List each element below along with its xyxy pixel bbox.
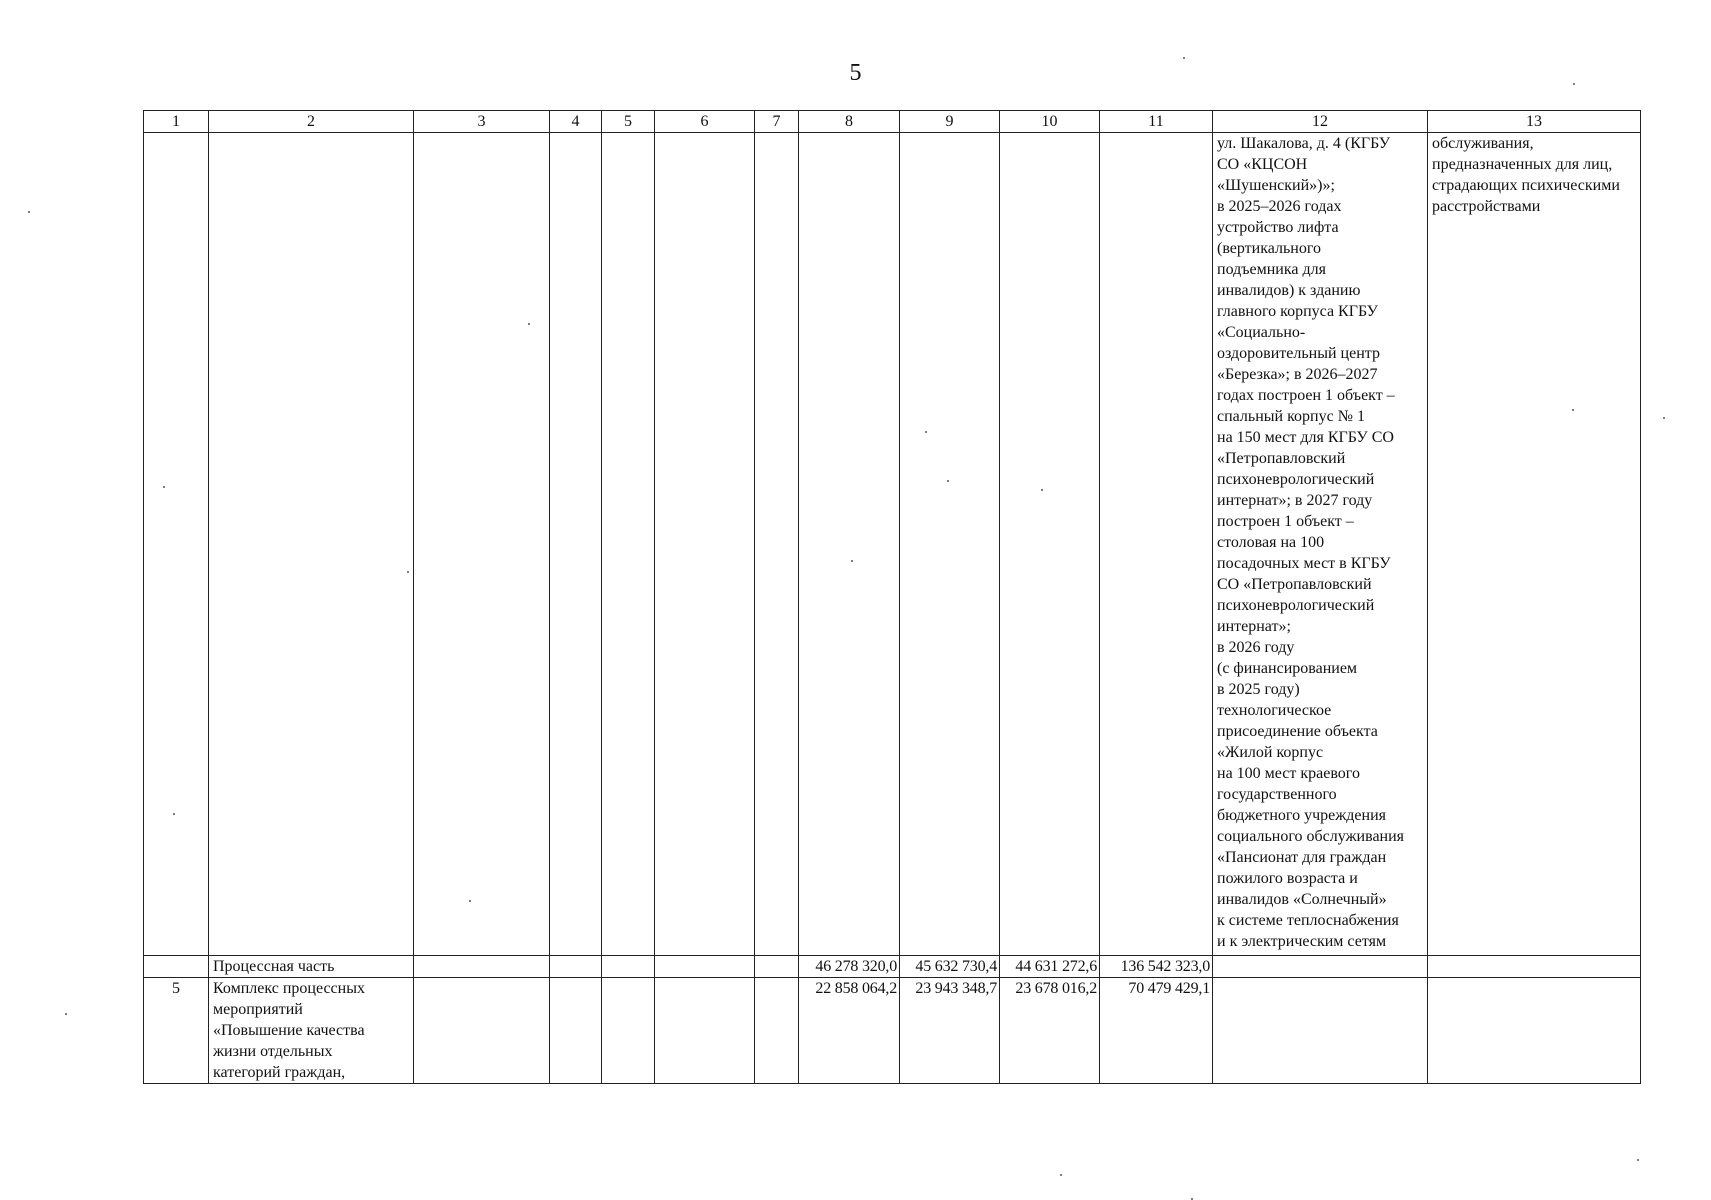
text-line: «Петропавловский [1217, 450, 1346, 467]
cell [414, 978, 550, 1084]
text-line: в 2025 году) [1217, 681, 1300, 698]
text-line: психоневрологический [1217, 471, 1375, 488]
text-line: мероприятий [213, 1001, 303, 1018]
cell [209, 133, 414, 956]
text-line: и к электрическим сетям [1217, 933, 1387, 950]
header-row [144, 111, 1641, 133]
text-line: в 2026 году [1217, 639, 1295, 656]
text-line: жизни отдельных [213, 1043, 333, 1060]
text-line: устройство лифта [1217, 219, 1339, 236]
text-line: подъемника для [1217, 261, 1326, 278]
cell [144, 133, 209, 956]
text-line: технологическое [1217, 702, 1332, 719]
scan-speck [28, 211, 30, 213]
text-line: интернат»; в 2027 году [1217, 492, 1373, 509]
text-line: государственного [1217, 786, 1337, 803]
lines [1217, 133, 1423, 952]
scan-speck [528, 323, 530, 325]
cell [799, 133, 900, 956]
text-line: обслуживания, [1432, 135, 1534, 152]
text-line: присоединение объекта [1217, 723, 1378, 740]
text-line: категорий граждан, [213, 1064, 346, 1081]
header-cell-1: 1 [144, 111, 209, 133]
cell [414, 133, 550, 956]
header-cell-10: 10 [1000, 111, 1100, 133]
page-number: 5 [849, 60, 862, 86]
text-line: социального обслуживания [1217, 828, 1405, 845]
text-line: Комплекс процессных [213, 980, 365, 997]
scan-speck [1060, 1174, 1062, 1176]
text-line: на 150 мест для КГБУ СО [1217, 429, 1394, 446]
scan-speck [1572, 409, 1574, 411]
text-line: психоневрологический [1217, 597, 1375, 614]
text-line: «Социально- [1217, 324, 1306, 341]
scan-speck [1663, 417, 1665, 419]
text-line: «Шушенский»)»; [1217, 177, 1335, 194]
text-line: (с финансированием [1217, 660, 1358, 677]
text-line: на 100 мест краевого [1217, 765, 1360, 782]
scan-speck [163, 486, 165, 488]
amount-2025: 46 278 320,0 [799, 956, 900, 978]
amount-2025: 22 858 064,2 [799, 978, 900, 1084]
text-line: бюджетного учреждения [1217, 807, 1387, 824]
cell [655, 978, 755, 1084]
header-cell-7: 7 [755, 111, 799, 133]
cell [1428, 978, 1641, 1084]
text-line: пожилого возраста и [1217, 870, 1358, 887]
cell [602, 133, 655, 956]
text-line: столовая на 100 [1217, 534, 1325, 551]
amount-total: 70 479 429,1 [1100, 978, 1213, 1084]
text-line: расстройствами [1432, 198, 1541, 215]
scan-speck [65, 1013, 67, 1015]
text-line: оздоровительный центр [1217, 345, 1380, 362]
process-part-row [144, 956, 1641, 978]
text-line: посадочных мест в КГБУ [1217, 555, 1391, 572]
amount-2026: 23 943 348,7 [900, 978, 1000, 1084]
cell [414, 956, 550, 978]
budget-table [143, 110, 1641, 1084]
header-cell-9: 9 [900, 111, 1000, 133]
result-description-cell [1213, 133, 1428, 956]
text-line: «Жилой корпус [1217, 744, 1324, 761]
header-cell-8: 8 [799, 111, 900, 133]
text-line: инвалидов) к зданию [1217, 282, 1361, 299]
text-line: предназначенных для лиц, [1432, 156, 1613, 173]
text-line: спальный корпус № 1 [1217, 408, 1365, 425]
amount-2026: 45 632 730,4 [900, 956, 1000, 978]
scan-speck [1041, 489, 1043, 491]
scan-speck [925, 431, 927, 433]
header-cell-11: 11 [1100, 111, 1213, 133]
scan-speck [947, 480, 949, 482]
cell [602, 956, 655, 978]
scan-speck [173, 813, 175, 815]
cell [1000, 133, 1100, 956]
header-cell-12: 12 [1213, 111, 1428, 133]
scan-speck [1183, 57, 1185, 59]
text-line: «Пансионат для граждан [1217, 849, 1387, 866]
cell [602, 978, 655, 1084]
cell [1428, 956, 1641, 978]
continuation-row [144, 133, 1641, 956]
cell [144, 956, 209, 978]
header-cell-4: 4 [550, 111, 602, 133]
complex-row [144, 978, 1641, 1084]
text-line: «Повышение качества [213, 1022, 365, 1039]
note-cell [1428, 133, 1641, 956]
cell [550, 978, 602, 1084]
cell [755, 978, 799, 1084]
cell [655, 133, 755, 956]
scan-speck [1637, 1159, 1639, 1161]
amount-total: 136 542 323,0 [1100, 956, 1213, 978]
scan-speck [851, 560, 853, 562]
process-part-label: Процессная часть [209, 956, 414, 978]
header-cell-13: 13 [1428, 111, 1641, 133]
header-cell-3: 3 [414, 111, 550, 133]
cell [900, 133, 1000, 956]
text-line: интернат»; [1217, 618, 1291, 635]
scan-speck [469, 900, 471, 902]
lines [1432, 133, 1636, 217]
text-line: страдающих психическими [1432, 177, 1620, 194]
scan-speck [407, 571, 409, 573]
amount-2027: 44 631 272,6 [1000, 956, 1100, 978]
cell [755, 956, 799, 978]
header-cell-5: 5 [602, 111, 655, 133]
scan-speck [1573, 83, 1575, 85]
cell [755, 133, 799, 956]
text-line: к системе теплоснабжения [1217, 912, 1399, 929]
cell [1213, 956, 1428, 978]
complex-name-cell [209, 978, 414, 1084]
cell [550, 133, 602, 956]
text-line: СО «Петропавловский [1217, 576, 1372, 593]
text-line: (вертикального [1217, 240, 1322, 257]
cell [550, 956, 602, 978]
text-line: главного корпуса КГБУ [1217, 303, 1378, 320]
row-number: 5 [144, 978, 209, 1084]
text-line: инвалидов «Солнечный» [1217, 891, 1387, 908]
cell [1213, 978, 1428, 1084]
text-line: «Березка»; в 2026–2027 [1217, 366, 1378, 383]
text-line: ул. Шакалова, д. 4 (КГБУ [1217, 135, 1391, 152]
text-line: годах построен 1 объект – [1217, 387, 1395, 404]
cell [655, 956, 755, 978]
amount-2027: 23 678 016,2 [1000, 978, 1100, 1084]
header-cell-6: 6 [655, 111, 755, 133]
text-line: построен 1 объект – [1217, 513, 1354, 530]
cell [1100, 133, 1213, 956]
header-cell-2: 2 [209, 111, 414, 133]
text-line: СО «КЦСОН [1217, 156, 1308, 173]
lines [213, 978, 409, 1083]
text-line: в 2025–2026 годах [1217, 198, 1342, 215]
